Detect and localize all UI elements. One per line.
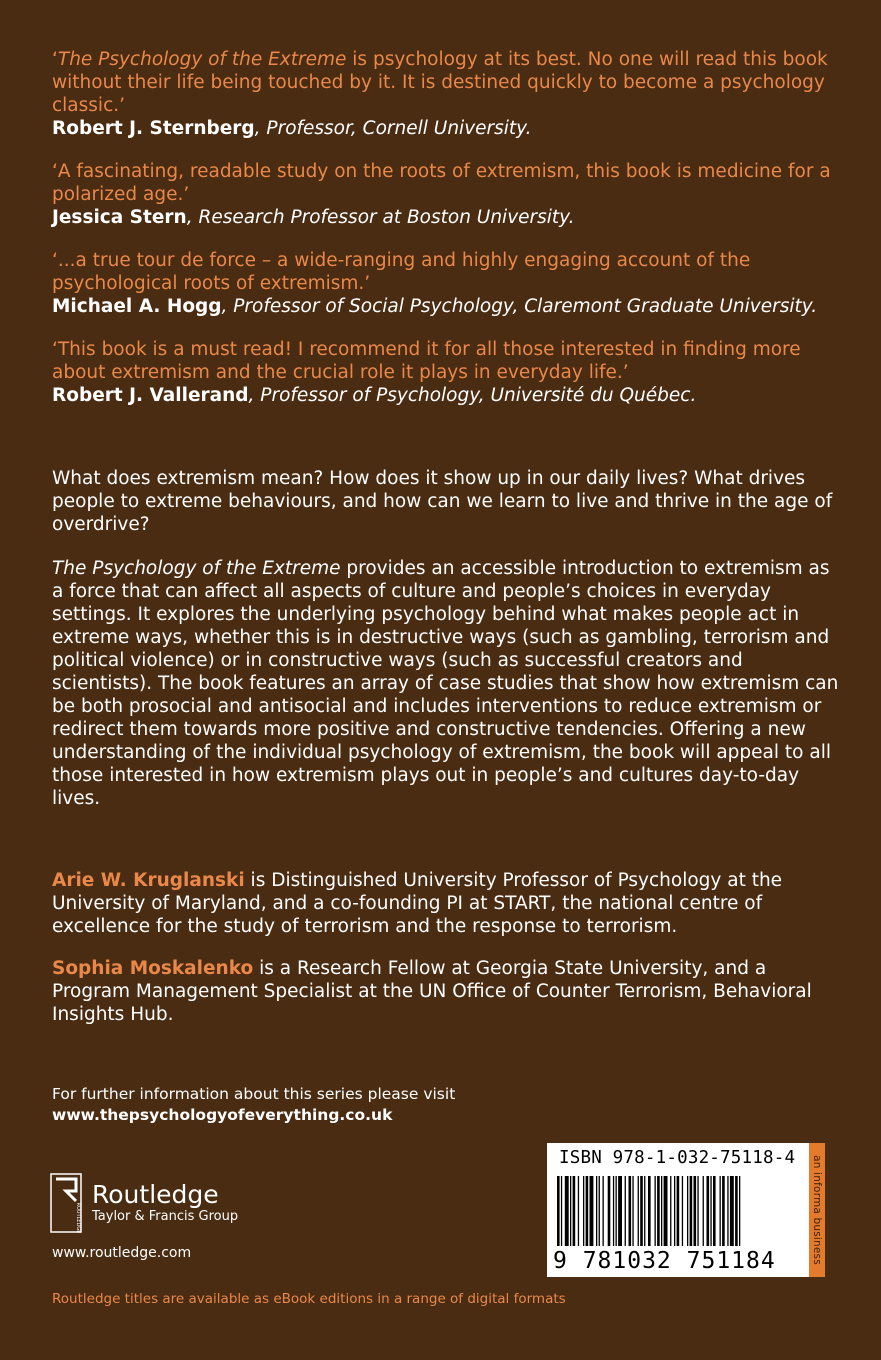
- barcode-bar: [618, 1176, 622, 1246]
- barcode-bar: [735, 1176, 738, 1246]
- routledge-mark-icon: [50, 1173, 82, 1233]
- author-bios: [52, 869, 842, 1045]
- barcode-number: 9 781032 751184: [553, 1248, 776, 1274]
- barcode-bar: [599, 1176, 600, 1246]
- barcode-bar: [644, 1176, 645, 1246]
- barcode-bar: [583, 1176, 584, 1246]
- barcode-bar: [616, 1176, 617, 1246]
- barcode-bar: [690, 1176, 693, 1246]
- endorsement-text: is psychology at its best. No one will read this book without their life being touched by it. It is destined quickly to become a psychology classic.’: [52, 49, 828, 116]
- series-info: [52, 1084, 455, 1126]
- endorsements: [52, 48, 832, 427]
- barcode-bar: [727, 1176, 728, 1246]
- barcode-bar: [655, 1176, 656, 1246]
- isbn-text: ISBN 978-1-032-75118-4: [559, 1148, 796, 1168]
- barcode-bar: [573, 1176, 576, 1246]
- barcode-bar: [561, 1176, 562, 1246]
- author-bio-2: [52, 957, 842, 1026]
- barcode-bar: [613, 1176, 614, 1246]
- logo-mark-text: ROUTLEDGE: [75, 1202, 81, 1233]
- open-quote: ‘: [52, 49, 58, 70]
- description-text: provides an accessible introduction to extremism as a force that can affect all aspects of culture and people’s choices in everyday settings. It explores the underlying psychology behind what makes people act in extreme ways, whether this is in destructive ways (such as gambling, terrorism and political violence) or in constructive ways (such as successful creators and scientists). The book features an array of case studies that show how extremism can be both prosocial and antisocial and includes interventions to reduce extremism or redirect them towards more positive and constructive tendencies. Offering a new understanding of the individual psychology of extremism, the book will appeal to all those interested in how extremism plays out in people’s and cultures day-to-day lives.: [52, 558, 839, 809]
- barcode-bar: [570, 1176, 571, 1246]
- ebook-note: Routledge titles are available as eBook editions in a range of digital formats: [52, 1291, 566, 1307]
- series-line: For further information about this series please visit: [52, 1085, 456, 1103]
- book-description: [52, 467, 842, 831]
- informa-text: an informa business: [811, 1155, 823, 1265]
- endorser-role: , Professor of Social Psychology, Claremont Graduate University.: [221, 296, 818, 317]
- author-name: Sophia Moskalenko: [52, 958, 254, 979]
- barcode-bar: [590, 1176, 594, 1246]
- endorsement-text: ‘A fascinating, readable study on the roots of extremism, this book is medicine for a polarized age.’: [52, 161, 831, 205]
- barcode-bar: [674, 1176, 675, 1246]
- barcode-bar: [608, 1176, 611, 1246]
- barcode-bar: [638, 1176, 639, 1246]
- author-name: Arie W. Kruglanski: [52, 870, 245, 891]
- endorser-role: , Research Professor at Boston University.: [186, 207, 575, 228]
- publisher-website[interactable]: www.routledge.com: [52, 1245, 192, 1261]
- publisher-brand: Routledge: [92, 1180, 219, 1209]
- barcode-bar: [694, 1176, 697, 1246]
- barcode-bar: [739, 1176, 740, 1246]
- author-bio-text: is a Research Fellow at Georgia State University, and a Program Management Specialist at the UN Office of Counter Terrorism, Behavioral Insights Hub.: [52, 958, 812, 1025]
- endorser-name: Robert J. Sternberg: [52, 118, 255, 139]
- endorsement-1: [52, 48, 832, 140]
- barcode-bar: [710, 1176, 711, 1246]
- barcode-bar: [625, 1176, 626, 1246]
- barcode-bar: [677, 1176, 680, 1246]
- endorser-role: , Professor of Psychology, Université du Québec.: [248, 385, 697, 406]
- endorsement-text: ‘This book is a must read! I recommend it for all those interested in finding more about extremism and the crucial role it plays in everyday life.’: [52, 339, 801, 383]
- endorser-name: Jessica Stern: [52, 207, 187, 228]
- barcode-bar: [578, 1176, 579, 1246]
- barcode-bars: [557, 1176, 802, 1246]
- barcode-bar: [557, 1176, 560, 1246]
- barcode-bar: [720, 1176, 721, 1246]
- author-bio-text: is Distinguished University Professor of Psychology at the University of Maryland, and a co-founding PI at START, the national centre of excellence for the study of terrorism and the response to terrorism.: [52, 870, 783, 937]
- routledge-logo: [50, 1172, 238, 1234]
- barcode-bar: [565, 1176, 569, 1246]
- book-title: The Psychology of the Extreme: [57, 49, 347, 70]
- description-paragraph-2: [52, 557, 842, 810]
- barcode-bar: [632, 1176, 633, 1246]
- informa-strip: [809, 1143, 825, 1277]
- barcode-bar: [596, 1176, 597, 1246]
- endorser-name: Michael A. Hogg: [52, 296, 222, 317]
- barcode-bar: [703, 1176, 704, 1246]
- endorsement-3: [52, 249, 832, 318]
- barcode-bar: [707, 1176, 710, 1246]
- barcode-bar: [664, 1176, 668, 1246]
- publisher-sub: Taylor & Francis Group: [92, 1209, 239, 1224]
- barcode-bar: [640, 1176, 643, 1246]
- series-url[interactable]: www.thepsychologyofeverything.co.uk: [52, 1106, 393, 1124]
- endorsement-text: ‘...a true tour de force – a wide-ranging and highly engaging account of the psychological roots of extremism.’: [52, 250, 751, 294]
- description-paragraph-1: What does extremism mean? How does it show up in our daily lives? What drives people to extreme behaviours, and how can we learn to live and thrive in the age of overdrive?: [52, 468, 833, 535]
- author-bio-1: [52, 869, 842, 938]
- barcode-bar: [661, 1176, 662, 1246]
- barcode-bar: [713, 1176, 716, 1246]
- endorser-name: Robert J. Vallerand: [52, 385, 249, 406]
- barcode-bar: [670, 1176, 671, 1246]
- isbn-barcode: [547, 1143, 809, 1277]
- endorsement-2: [52, 160, 832, 229]
- endorsement-4: [52, 338, 832, 407]
- endorser-role: , Professor, Cornell University.: [254, 118, 532, 139]
- barcode-bar: [648, 1176, 651, 1246]
- barcode-bar: [697, 1176, 698, 1246]
- barcode-bar: [657, 1176, 660, 1246]
- book-title: The Psychology of the Extreme: [52, 558, 341, 579]
- barcode-bar: [586, 1176, 589, 1246]
- barcode-bar: [687, 1176, 688, 1246]
- barcode-bar: [629, 1176, 632, 1246]
- barcode-bar: [730, 1176, 734, 1246]
- barcode-bar: [603, 1176, 604, 1246]
- barcode-bar: [682, 1176, 683, 1246]
- barcode-bar: [722, 1176, 725, 1246]
